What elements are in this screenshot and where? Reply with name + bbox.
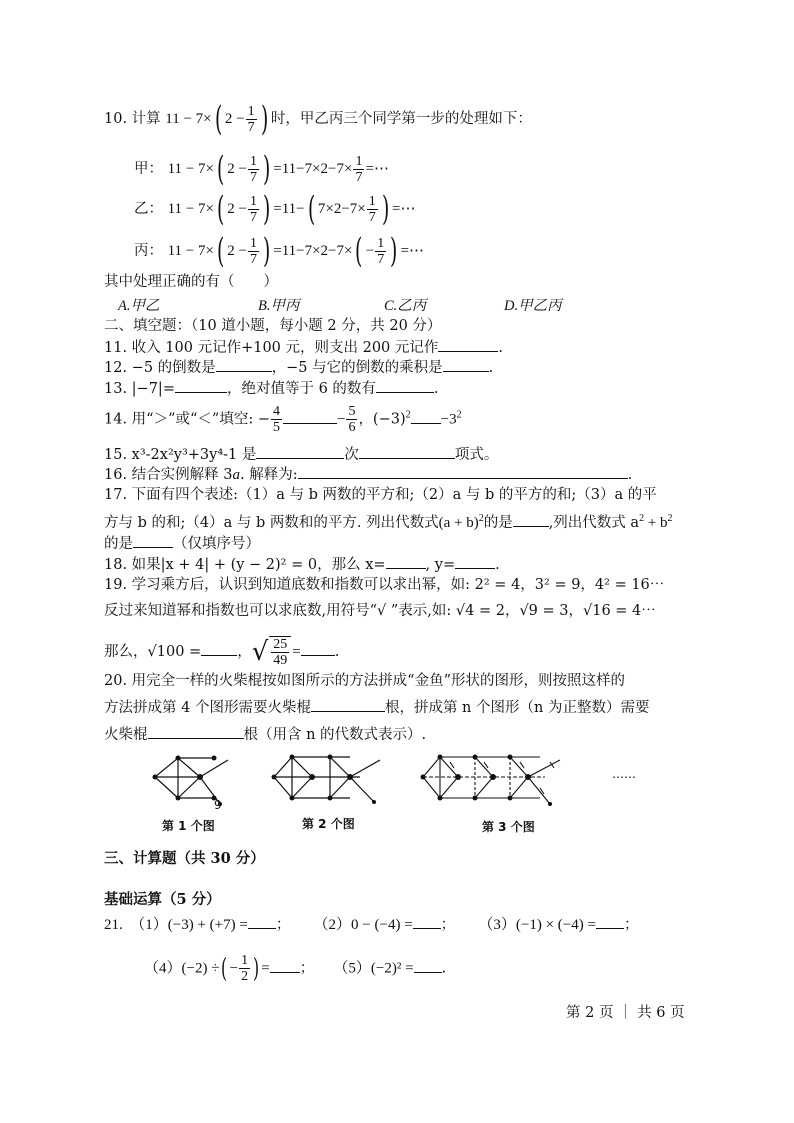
q18-text-b: , y=: [425, 557, 456, 573]
q20-line-3: [104, 724, 426, 745]
q13-blank-1[interactable]: [175, 378, 227, 393]
frac-num: 1: [249, 235, 257, 251]
q21-blank-4[interactable]: [270, 958, 300, 973]
q12-blank-1[interactable]: [216, 357, 272, 372]
q17-text-a: 方与 b 的和;（4）a 与 b 两数和的平方. 列出代数式: [104, 514, 439, 531]
bing-dots: =⋯: [400, 243, 424, 259]
fraction-1-2: [239, 953, 250, 984]
q17-line-3: [104, 533, 260, 554]
paren-right: ): [253, 953, 260, 984]
q12-text-a: 12. −5 的倒数是: [104, 360, 216, 376]
q13: [104, 378, 439, 399]
q17-expr: (a + b): [438, 514, 479, 531]
bing-two: 2 −: [227, 243, 247, 259]
q20-text-c: 火柴棍: [104, 727, 148, 743]
option-b[interactable]: B.甲丙: [258, 298, 300, 314]
frac-den: 7: [249, 251, 257, 267]
frac-den: 7: [249, 169, 257, 185]
frac-num: 1: [355, 153, 363, 169]
yi-rhs-a: =11−: [273, 201, 305, 217]
q17-text-b: 的是: [483, 514, 513, 531]
q18-end: .: [495, 557, 500, 573]
q15: [104, 444, 498, 465]
section-3-title: 三、计算题（共 30 分）: [104, 850, 265, 867]
frac-den: 7: [368, 209, 376, 225]
fraction-1-7: [248, 236, 259, 267]
goldfish-figure-2: [270, 752, 400, 812]
q11-text: 11. 收入 100 元记作+100 元，则支出 200 元记作: [104, 340, 439, 356]
section-2-title: 二、填空题：（10 道小题，每小题 2 分，共 20 分）: [104, 318, 442, 334]
q13-end: .: [433, 381, 439, 397]
q18: [104, 554, 500, 575]
semicolon: ；: [440, 917, 456, 933]
q14-text-c: −3: [440, 411, 457, 428]
paren-left: (: [214, 99, 222, 139]
page-footer: 第 2 页 ｜ 共 6 页: [566, 1005, 685, 1021]
q20-line-2: [104, 697, 649, 718]
q21-blank-5[interactable]: [414, 958, 442, 973]
yi-rhs-b: 7×2−7×: [317, 201, 366, 217]
q17-text-e: 的是: [104, 536, 133, 552]
bing-expr: 11 − 7×: [167, 243, 214, 259]
paren-left: (: [307, 189, 315, 229]
frac-num: 4: [272, 404, 280, 419]
jia-dots: =⋯: [365, 161, 389, 177]
q17-sup-b: 2: [667, 513, 673, 524]
q19-text-b: ，: [237, 644, 252, 660]
frac-den: 7: [249, 209, 257, 225]
q21-part-4: （4）(−2) ÷: [144, 960, 220, 977]
frac-num: 1: [241, 953, 249, 968]
q14-sup: 2: [405, 409, 411, 421]
q21-end: .: [441, 960, 447, 977]
q21-row-1: [104, 914, 638, 935]
fig-note: 9: [214, 798, 222, 812]
fraction-4-5: [271, 404, 282, 435]
q19-eq: =: [292, 644, 301, 660]
paren-right: ): [262, 189, 271, 229]
q15-blank-2[interactable]: [359, 444, 455, 459]
q21-blank-1[interactable]: [248, 914, 276, 929]
jia-expr: 11 − 7×: [167, 161, 214, 177]
q21-part-5: （5）(−2)² =: [333, 960, 414, 977]
fraction-1-7: [246, 104, 257, 135]
q21-eq: =: [261, 960, 270, 977]
q13-text-b: ，绝对值等于 6 的数有: [226, 381, 376, 397]
q19-blank-1[interactable]: [201, 641, 237, 656]
q12-text-b: ，−5 与它的倒数的乘积是: [271, 360, 443, 376]
yi-two: 2 −: [227, 201, 247, 217]
q20-line-1: 20. 用完全一样的火柴棍按如图所示的方法拼成“金鱼”形状的图形，则按照这样的: [104, 673, 625, 689]
q10-intro: [104, 99, 532, 139]
frac-den: 49: [273, 653, 288, 668]
q15-text-a: 15. x³-2x²y³+3y⁴-1 是: [104, 447, 257, 463]
paren-right: ): [262, 231, 271, 271]
fraction-1-7: [367, 194, 378, 225]
frac-den: 7: [377, 251, 385, 267]
q14: [104, 404, 462, 435]
yi-expr: 11 − 7×: [167, 201, 214, 217]
radical-sign: √: [251, 637, 269, 667]
q19-line-3: [104, 636, 339, 668]
frac-den: 6: [348, 420, 356, 435]
fraction-1-7: [248, 194, 259, 225]
q14-minus: −: [336, 411, 346, 428]
q21-minus: −: [229, 960, 239, 977]
frac-den: 7: [247, 119, 255, 135]
option-d[interactable]: D.甲乙丙: [504, 298, 562, 314]
q13-blank-2[interactable]: [376, 378, 434, 393]
q17-text-f: （仅填序号）: [173, 536, 260, 552]
bing-minus: −: [365, 243, 375, 259]
q14-blank-1[interactable]: [283, 409, 337, 424]
q12-end: .: [488, 360, 494, 376]
q17-sup-a: 2: [639, 513, 645, 524]
q10-question: 其中处理正确的有（ ）: [104, 274, 278, 290]
q16-text-a: 16. 结合实例解释 3: [104, 467, 233, 483]
q16-var: a: [232, 467, 241, 483]
q12-blank-2[interactable]: [443, 357, 489, 372]
frac-num: 1: [377, 235, 385, 251]
q21-blank-2[interactable]: [413, 914, 441, 929]
q17-text-d: + b: [644, 514, 668, 531]
q17-text-c: ,列出代数式 a: [548, 514, 640, 531]
q16-end: .: [627, 467, 633, 483]
q14-sup2: 2: [456, 409, 462, 421]
q11-end: .: [498, 340, 504, 356]
q15-blank-1[interactable]: [256, 444, 344, 459]
paren-left: (: [355, 231, 363, 271]
q14-text-a: 14. 用“＞”或“＜”填空: −: [104, 411, 270, 428]
q18-text-a: 18. 如果|x + 4| + (y − 2)² = 0，那么 x=: [104, 557, 386, 573]
q21-part-2: （2）0 − (−4) =: [313, 917, 413, 933]
paren-right: ): [390, 231, 398, 271]
q17-sup: 2: [478, 513, 484, 524]
q19-line-2: 反过来知道幂和指数也可以求底数,用符号“√ ”表示,如: √4 = 2，√9 = 3，√16 = 4⋯: [104, 603, 656, 619]
q17-line-1: 17. 下面有四个表述:（1）a 与 b 两数的平方和;（2）a 与 b 的平方的和;（3）a 的平: [104, 487, 657, 503]
paren-left: (: [221, 953, 228, 984]
q19-text-a: 那么，√100 =: [104, 644, 202, 660]
q18-blank-2[interactable]: [455, 554, 495, 569]
fraction-1-7: [353, 154, 364, 185]
semicolon: ；: [623, 917, 639, 933]
q11: [104, 337, 503, 358]
q10-yi: [134, 189, 416, 229]
q15-text-c: 项式。: [454, 447, 499, 463]
option-a[interactable]: A.甲乙: [118, 298, 160, 314]
fraction-5-6: [346, 404, 357, 435]
q19-blank-2[interactable]: [301, 641, 335, 656]
option-c[interactable]: C.乙丙: [384, 298, 427, 314]
q20-blank-2[interactable]: [148, 724, 244, 739]
goldfish-figure-3: [420, 752, 580, 812]
paren-right: ): [260, 99, 268, 139]
fraction-1-7: [375, 236, 386, 267]
q20-text-d: 根（用含 n 的代数式表示）.: [243, 727, 427, 743]
jia-two: 2 −: [227, 161, 247, 177]
paren-left: (: [216, 189, 225, 229]
q17-line-2: [104, 509, 673, 533]
q17-blank-2[interactable]: [133, 533, 173, 548]
q20-blank-1[interactable]: [311, 697, 385, 712]
q19-line-1: 19. 学习乘方后，认识到知道底数和指数可以求出幂，如: 2² = 4，3² = 9，4² = 16⋯: [104, 577, 665, 593]
semicolon: ；: [299, 960, 315, 977]
q15-text-b: 次: [344, 447, 359, 463]
frac-num: 1: [368, 193, 376, 209]
q20-text-a: 方法拼成第 4 个图形需要火柴棍: [104, 700, 311, 716]
semicolon: ；: [275, 917, 291, 933]
q14-blank-2[interactable]: [411, 409, 441, 424]
q10-two: 2 −: [224, 111, 245, 127]
q13-text-a: 13. |−7|=: [104, 381, 175, 397]
frac-num: 1: [247, 103, 255, 119]
q11-blank[interactable]: [438, 337, 498, 352]
paren-right: ): [381, 189, 390, 229]
q20-text-b: 根，拼成第 n 个图形（n 为正整数）需要: [384, 700, 650, 716]
caption-figure-2: 第 2 个图: [302, 817, 355, 831]
frac-den: 7: [355, 169, 363, 185]
frac-num: 25: [273, 637, 288, 652]
frac-den: 2: [241, 969, 249, 984]
caption-figure-3: 第 3 个图: [482, 820, 535, 834]
frac-num: 1: [249, 153, 257, 169]
q14-text-b: ，(−3): [358, 411, 406, 428]
frac-num: 5: [348, 404, 356, 419]
q10-bing: [134, 231, 424, 271]
paren-left: (: [216, 231, 225, 271]
sqrt-25-49: [252, 636, 293, 668]
paren-left: (: [216, 149, 225, 189]
section-3-subtitle: 基础运算（5 分）: [104, 891, 221, 908]
q10-expr: 11 − 7×: [165, 111, 212, 127]
q12: [104, 357, 493, 378]
frac-num: 1: [249, 193, 257, 209]
fraction-25-49: [269, 636, 291, 668]
q17-blank-1[interactable]: [513, 512, 549, 527]
goldfish-figure-1: [150, 752, 250, 812]
caption-figure-1: 第 1 个图: [162, 819, 215, 833]
q21-part-3: （3）(−1) × (−4) =: [478, 917, 596, 933]
q21-part-1: 21. （1）(−3) + (+7) =: [104, 917, 248, 933]
paren-right: ): [262, 149, 271, 189]
bing-label: 丙：: [134, 243, 163, 259]
q10-jia: [134, 149, 389, 189]
q16-text-b: . 解释为:: [240, 467, 298, 483]
yi-label: 乙：: [134, 201, 163, 217]
frac-den: 5: [272, 420, 280, 435]
q19-end: .: [334, 644, 340, 660]
yi-dots: =⋯: [392, 201, 416, 217]
jia-rhs: =11−7×2−7×: [273, 161, 353, 177]
q21-blank-3[interactable]: [596, 914, 624, 929]
q16-blank[interactable]: [298, 464, 628, 479]
fraction-1-7: [248, 154, 259, 185]
ellipsis: ……: [612, 767, 636, 781]
q10-intro-label: 10. 计算: [104, 111, 161, 127]
jia-label: 甲：: [134, 161, 163, 177]
q21-row-2: [144, 953, 446, 984]
q10-intro-tail: 时，甲乙丙三个同学第一步的处理如下：: [270, 111, 532, 127]
bing-rhs: =11−7×2−7×: [273, 243, 353, 259]
q16: [104, 464, 632, 485]
q18-blank-1[interactable]: [386, 554, 426, 569]
